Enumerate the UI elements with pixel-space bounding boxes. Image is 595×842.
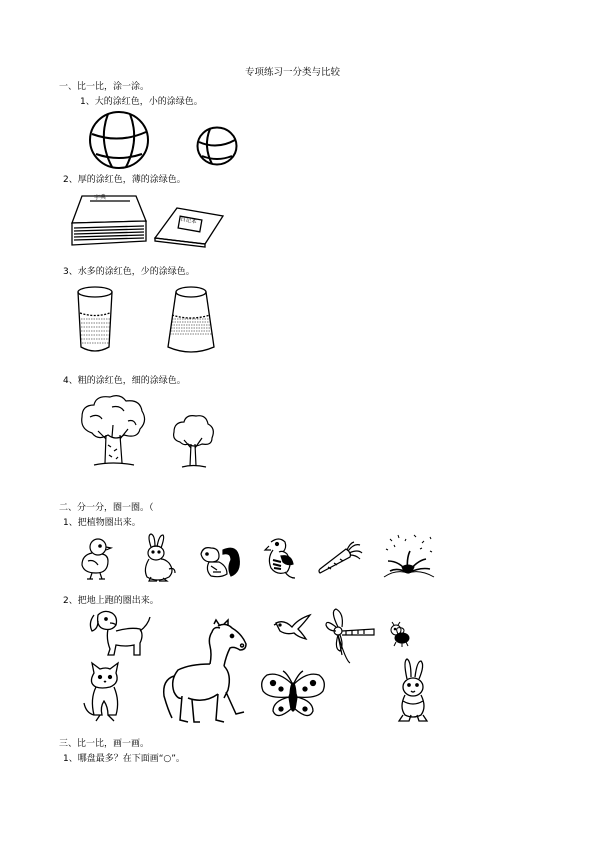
question-2-1: 1、把植物圈出来。 bbox=[63, 518, 141, 528]
question-1-3: 3、水多的涂红色，少的涂绿色。 bbox=[63, 267, 195, 277]
question-1-4: 4、粗的涂红色，细的涂绿色。 bbox=[63, 376, 186, 386]
bird-picture bbox=[261, 536, 299, 580]
cup-less-water-picture bbox=[75, 285, 115, 357]
standing-rabbit-picture bbox=[393, 657, 433, 725]
question-1-2: 2、厚的涂红色，薄的涂绿色。 bbox=[63, 175, 186, 185]
thick-tree-picture bbox=[78, 393, 148, 469]
section-2-heading: 二、分一分，圈一圈。（ bbox=[59, 503, 154, 513]
question-3-1: 1、哪盘最多？在下面画“○”。 bbox=[63, 754, 185, 764]
thin-book-label: 日记本 bbox=[179, 216, 198, 226]
question-1-1: 1、大的涂红色，小的涂绿色。 bbox=[80, 97, 203, 107]
horse-picture bbox=[160, 620, 248, 726]
dragonfly-picture bbox=[324, 609, 376, 665]
thick-book-label: 字典 bbox=[93, 193, 107, 202]
dog-picture bbox=[86, 609, 152, 657]
thick-book-picture bbox=[70, 193, 148, 247]
butterfly-picture bbox=[259, 669, 327, 723]
thin-book-picture bbox=[153, 206, 225, 248]
cat-picture bbox=[80, 663, 126, 723]
section-3-heading: 三、比一比，画一画。 bbox=[59, 739, 150, 749]
thin-tree-picture bbox=[170, 412, 216, 470]
carrot-picture bbox=[316, 541, 364, 575]
flying-bird-picture bbox=[272, 613, 312, 641]
cup-more-water-picture bbox=[165, 285, 217, 357]
bee-picture bbox=[386, 622, 412, 648]
section-1-heading: 一、比一比，涂一涂。 bbox=[59, 82, 150, 92]
question-2-2: 2、把地上跑的圈出来。 bbox=[63, 596, 159, 606]
grass-plant-picture bbox=[380, 533, 438, 581]
rabbit-picture bbox=[139, 533, 177, 583]
small-basketball-picture bbox=[196, 126, 238, 166]
big-basketball-picture bbox=[88, 110, 150, 170]
page-title: 专项练习一分类与比较 bbox=[245, 67, 341, 78]
chick-picture bbox=[78, 537, 114, 581]
squirrel-picture bbox=[197, 542, 241, 580]
